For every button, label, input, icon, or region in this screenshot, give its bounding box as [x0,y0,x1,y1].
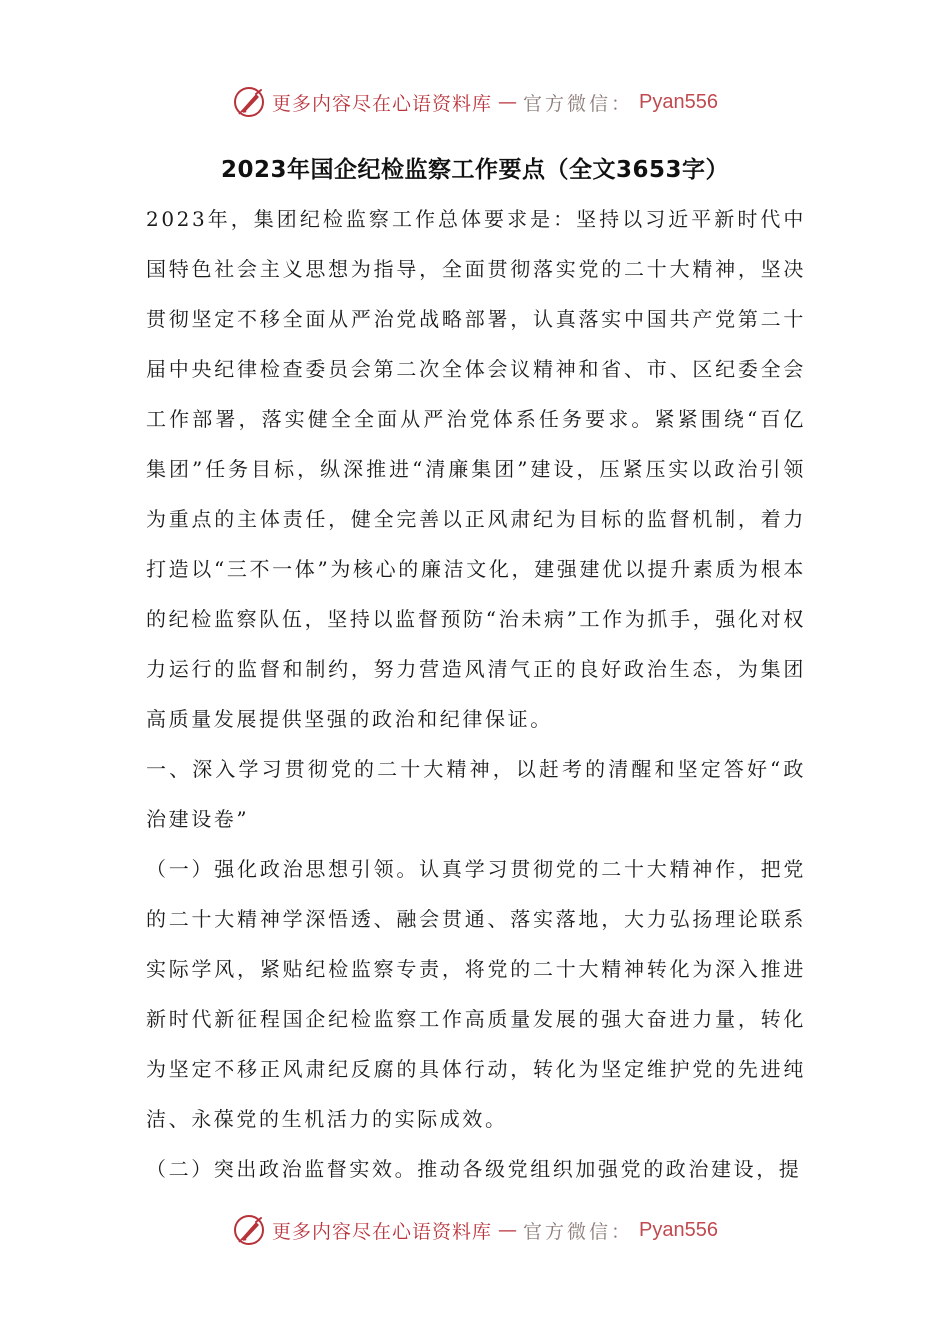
banner-separator: — [498,1219,518,1241]
banner-brand-text: 更多内容尽在心语资料库 [272,92,493,115]
banner-official-label: 官方微信： [523,92,634,115]
banner-official-label: 官方微信： [523,1220,634,1243]
banner-separator: — [498,91,518,113]
banner-wechat-id: Pyan556 [639,1218,718,1241]
quill-pen-circle-icon [232,1213,266,1247]
banner-wechat-id: Pyan556 [639,90,718,113]
header-banner [0,82,950,122]
paragraph-item-2: （二）突出政治监督实效。推动各级党组织加强党的政治建设，提 [146,1157,802,1181]
paragraph-item-1: （一）强化政治思想引领。认真学习贯彻党的二十大精神作，把党的二十大精神学深悟透、融会贯通、落实落地，大力弘扬理论联系实际学风，紧贴纪检监察专责，将党的二十大精神转化为深入推进新时代新征程国企纪检监察工作高质量发展的强大奋进力量，转化为坚定不移正风肃纪反腐的具体行动，转化为坚定维护党的先进纯洁、永葆党的生机活力的实际成效。 [146,857,806,1131]
quill-pen-circle-icon [232,85,266,119]
banner-brand-text: 更多内容尽在心语资料库 [272,1220,493,1243]
document-body [146,194,806,1194]
section-heading-1: 一、深入学习贯彻党的二十大精神，以赶考的清醒和坚定答好“政治建设卷” [146,757,806,831]
document-title: 2023年国企纪检监察工作要点（全文3653字） [220,157,730,183]
paragraph-intro: 2023年，集团纪检监察工作总体要求是：坚持以习近平新时代中国特色社会主义思想为指导，全面贯彻落实党的二十大精神，坚决贯彻坚定不移全面从严治党战略部署，认真落实中国共产党第二十届中央纪律检查委员会第二次全体会议精神和省、市、区纪委全会工作部署，落实健全全面从严治党体系任务要求。紧紧围绕“百亿集团”任务目标，纵深推进“清廉集团”建设，压紧压实以政治引领为重点的主体责任，健全完善以正风肃纪为目标的监督机制，着力打造以“三不一体”为核心的廉洁文化，建强建优以提升素质为根本的纪检监察队伍，坚持以监督预防“治未病”工作为抓手，强化对权力运行的监督和制约，努力营造风清气正的良好政治生态，为集团高质量发展提供坚强的政治和纪律保证。 [146,207,806,731]
footer-banner [0,1210,950,1250]
